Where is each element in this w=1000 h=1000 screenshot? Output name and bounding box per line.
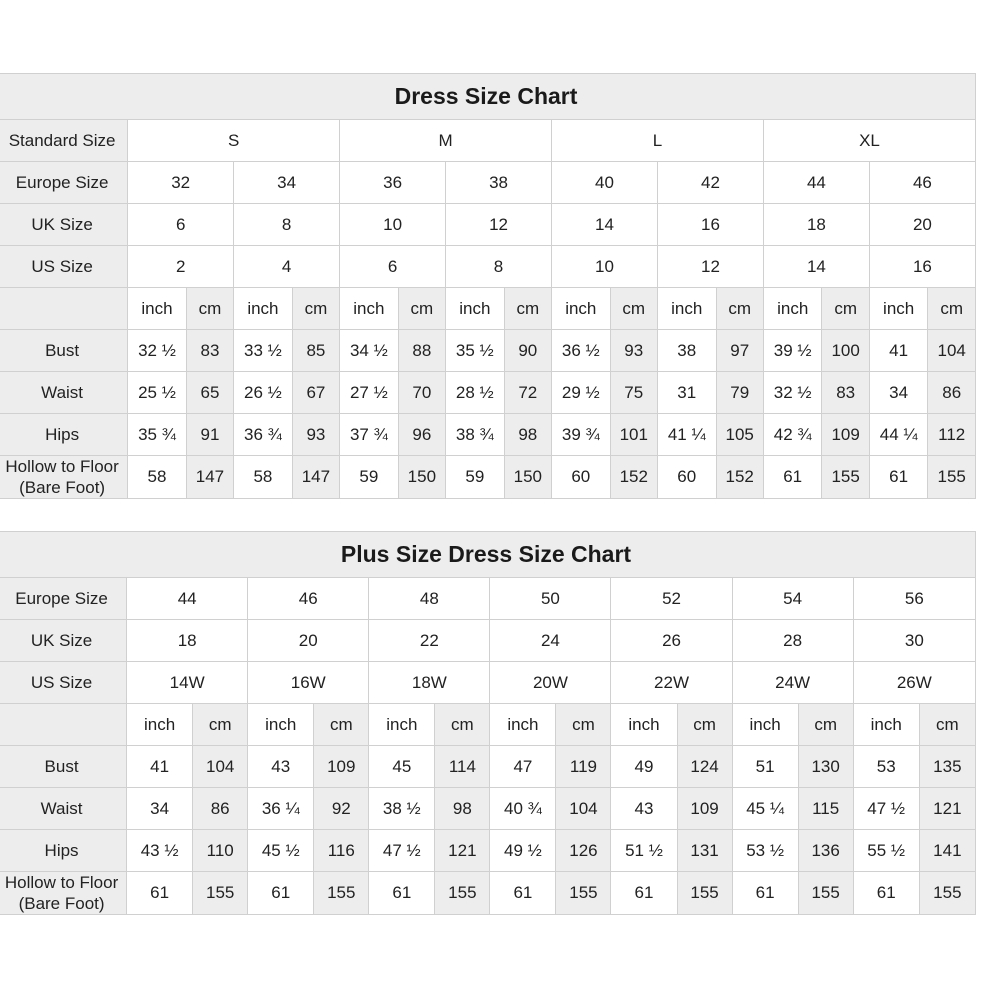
inch-value: 60 xyxy=(657,456,716,499)
cm-value: 86 xyxy=(928,372,976,414)
size-cell: 8 xyxy=(234,204,340,246)
size-cell: 20 xyxy=(869,204,975,246)
unit-cm: cm xyxy=(504,288,551,330)
cm-value: 93 xyxy=(610,330,657,372)
measurement-rows xyxy=(0,330,976,499)
inch-value: 58 xyxy=(128,456,187,499)
size-cell: 20W xyxy=(490,662,611,704)
cm-value: 70 xyxy=(398,372,445,414)
cm-value: 104 xyxy=(556,788,611,830)
inch-value: 60 xyxy=(552,456,611,499)
chart-title-row xyxy=(0,532,976,578)
unit-inch: inch xyxy=(248,704,314,746)
cm-value: 155 xyxy=(193,872,248,915)
inch-value: 41 xyxy=(127,746,193,788)
size-cell: 22 xyxy=(369,620,490,662)
size-cell: 42 xyxy=(657,162,763,204)
size-cell: 50 xyxy=(490,578,611,620)
row-label-empty xyxy=(0,704,127,746)
size-cell: 26W xyxy=(853,662,975,704)
cm-value: 96 xyxy=(398,414,445,456)
unit-cm: cm xyxy=(556,704,611,746)
size-cell: 14 xyxy=(552,204,658,246)
cm-value: 155 xyxy=(798,872,853,915)
measurement-label: Hips xyxy=(0,414,128,456)
unit-inch: inch xyxy=(763,288,822,330)
size-cell: 14 xyxy=(763,246,869,288)
size-cell: 12 xyxy=(446,204,552,246)
size-cell: 48 xyxy=(369,578,490,620)
inch-value: 45 ½ xyxy=(248,830,314,872)
size-cell: 12 xyxy=(657,246,763,288)
unit-inch: inch xyxy=(869,288,928,330)
inch-value: 43 ½ xyxy=(127,830,193,872)
row-label: UK Size xyxy=(0,204,128,246)
unit-inch: inch xyxy=(611,704,677,746)
unit-cm: cm xyxy=(186,288,233,330)
inch-value: 61 xyxy=(763,456,822,499)
uk-size-row xyxy=(0,620,976,662)
cm-value: 155 xyxy=(919,872,975,915)
size-cell: 10 xyxy=(552,246,658,288)
size-cell: 24 xyxy=(490,620,611,662)
size-cell: M xyxy=(340,120,552,162)
row-label: Europe Size xyxy=(0,162,128,204)
chart-title: Dress Size Chart xyxy=(0,74,976,120)
size-cell: 46 xyxy=(869,162,975,204)
size-cell: 36 xyxy=(340,162,446,204)
chart-title-row xyxy=(0,74,976,120)
inch-value: 36 ¾ xyxy=(234,414,293,456)
cm-value: 155 xyxy=(928,456,976,499)
unit-cm: cm xyxy=(435,704,490,746)
inch-value: 32 ½ xyxy=(128,330,187,372)
inch-value: 45 xyxy=(369,746,435,788)
unit-inch: inch xyxy=(127,704,193,746)
unit-cm: cm xyxy=(822,288,869,330)
inch-value: 27 ½ xyxy=(340,372,399,414)
cm-value: 101 xyxy=(610,414,657,456)
size-cell: 2 xyxy=(128,246,234,288)
inch-value: 26 ½ xyxy=(234,372,293,414)
cm-value: 147 xyxy=(186,456,233,499)
row-label: Europe Size xyxy=(0,578,127,620)
cm-value: 119 xyxy=(556,746,611,788)
cm-value: 109 xyxy=(314,746,369,788)
cm-value: 112 xyxy=(928,414,976,456)
measurement-rows xyxy=(0,746,976,915)
inch-value: 53 ½ xyxy=(732,830,798,872)
measurement-label: Waist xyxy=(0,788,127,830)
inch-value: 35 ½ xyxy=(446,330,505,372)
inch-value: 36 ½ xyxy=(552,330,611,372)
row-label-empty xyxy=(0,288,128,330)
cm-value: 65 xyxy=(186,372,233,414)
inch-value: 36 ¼ xyxy=(248,788,314,830)
unit-inch: inch xyxy=(369,704,435,746)
inch-value: 38 ½ xyxy=(369,788,435,830)
size-cell: 18 xyxy=(127,620,248,662)
size-cell: 32 xyxy=(128,162,234,204)
cm-value: 105 xyxy=(716,414,763,456)
measurement-label: Hollow to Floor (Bare Foot) xyxy=(0,456,128,499)
cm-value: 97 xyxy=(716,330,763,372)
inch-value: 43 xyxy=(611,788,677,830)
size-cell: 6 xyxy=(340,246,446,288)
inch-value: 61 xyxy=(853,872,919,915)
size-cell: 26 xyxy=(611,620,732,662)
row-label: Standard Size xyxy=(0,120,128,162)
cm-value: 91 xyxy=(186,414,233,456)
unit-inch: inch xyxy=(340,288,399,330)
size-cell: 30 xyxy=(853,620,975,662)
inch-value: 35 ¾ xyxy=(128,414,187,456)
cm-value: 135 xyxy=(919,746,975,788)
inch-value: 47 xyxy=(490,746,556,788)
inch-value: 42 ¾ xyxy=(763,414,822,456)
cm-value: 104 xyxy=(928,330,976,372)
measurement-row xyxy=(0,372,976,414)
measurement-row xyxy=(0,830,976,872)
cm-value: 88 xyxy=(398,330,445,372)
inch-value: 33 ½ xyxy=(234,330,293,372)
cm-value: 130 xyxy=(798,746,853,788)
size-cell: 18 xyxy=(763,204,869,246)
cm-value: 109 xyxy=(677,788,732,830)
inch-value: 25 ½ xyxy=(128,372,187,414)
inch-value: 49 xyxy=(611,746,677,788)
cm-value: 152 xyxy=(610,456,657,499)
cm-value: 155 xyxy=(435,872,490,915)
measurement-label: Bust xyxy=(0,330,128,372)
size-cell: 4 xyxy=(234,246,340,288)
measurement-row xyxy=(0,788,976,830)
measurement-label: Waist xyxy=(0,372,128,414)
cm-value: 79 xyxy=(716,372,763,414)
inch-value: 61 xyxy=(490,872,556,915)
inch-value: 44 ¼ xyxy=(869,414,928,456)
size-cell: 28 xyxy=(732,620,853,662)
inch-value: 37 ¾ xyxy=(340,414,399,456)
inch-value: 29 ½ xyxy=(552,372,611,414)
cm-value: 121 xyxy=(919,788,975,830)
inch-value: 31 xyxy=(657,372,716,414)
inch-value: 40 ¾ xyxy=(490,788,556,830)
cm-value: 92 xyxy=(314,788,369,830)
inch-value: 32 ½ xyxy=(763,372,822,414)
cm-value: 109 xyxy=(822,414,869,456)
measurement-label: Hips xyxy=(0,830,127,872)
cm-value: 152 xyxy=(716,456,763,499)
size-cell: 34 xyxy=(234,162,340,204)
cm-value: 136 xyxy=(798,830,853,872)
size-cell: 56 xyxy=(853,578,975,620)
unit-cm: cm xyxy=(610,288,657,330)
inch-value: 61 xyxy=(732,872,798,915)
row-label: US Size xyxy=(0,246,128,288)
unit-inch: inch xyxy=(490,704,556,746)
inch-value: 61 xyxy=(369,872,435,915)
size-cell: L xyxy=(552,120,764,162)
europe-size-row xyxy=(0,162,976,204)
cm-value: 121 xyxy=(435,830,490,872)
size-cell: 44 xyxy=(763,162,869,204)
inch-value: 39 ½ xyxy=(763,330,822,372)
measurement-label: Hollow to Floor (Bare Foot) xyxy=(0,872,127,915)
size-cell: 52 xyxy=(611,578,732,620)
unit-inch: inch xyxy=(128,288,187,330)
size-cell: XL xyxy=(763,120,975,162)
cm-value: 150 xyxy=(398,456,445,499)
inch-value: 49 ½ xyxy=(490,830,556,872)
cm-value: 90 xyxy=(504,330,551,372)
unit-row xyxy=(0,704,976,746)
cm-value: 100 xyxy=(822,330,869,372)
size-cell: 8 xyxy=(446,246,552,288)
row-label: UK Size xyxy=(0,620,127,662)
cm-value: 131 xyxy=(677,830,732,872)
inch-value: 39 ¾ xyxy=(552,414,611,456)
inch-value: 41 xyxy=(869,330,928,372)
cm-value: 85 xyxy=(292,330,339,372)
unit-cm: cm xyxy=(928,288,976,330)
size-cell: 54 xyxy=(732,578,853,620)
size-cell: S xyxy=(128,120,340,162)
inch-value: 58 xyxy=(234,456,293,499)
unit-cm: cm xyxy=(798,704,853,746)
inch-value: 41 ¼ xyxy=(657,414,716,456)
size-cell: 38 xyxy=(446,162,552,204)
inch-value: 51 xyxy=(732,746,798,788)
europe-size-row xyxy=(0,578,976,620)
standard-size-row xyxy=(0,120,976,162)
cm-value: 150 xyxy=(504,456,551,499)
size-cell: 16 xyxy=(869,246,975,288)
unit-inch: inch xyxy=(552,288,611,330)
cm-value: 114 xyxy=(435,746,490,788)
cm-value: 126 xyxy=(556,830,611,872)
unit-cm: cm xyxy=(193,704,248,746)
cm-value: 93 xyxy=(292,414,339,456)
size-cell: 18W xyxy=(369,662,490,704)
unit-cm: cm xyxy=(292,288,339,330)
dress-size-chart xyxy=(0,73,976,499)
cm-value: 155 xyxy=(314,872,369,915)
cm-value: 83 xyxy=(822,372,869,414)
us-size-row xyxy=(0,662,976,704)
size-cell: 40 xyxy=(552,162,658,204)
inch-value: 43 xyxy=(248,746,314,788)
inch-value: 61 xyxy=(127,872,193,915)
size-cell: 16 xyxy=(657,204,763,246)
unit-inch: inch xyxy=(657,288,716,330)
cm-value: 83 xyxy=(186,330,233,372)
inch-value: 55 ½ xyxy=(853,830,919,872)
measurement-row xyxy=(0,330,976,372)
cm-value: 116 xyxy=(314,830,369,872)
size-cell: 10 xyxy=(340,204,446,246)
inch-value: 59 xyxy=(340,456,399,499)
cm-value: 115 xyxy=(798,788,853,830)
cm-value: 147 xyxy=(292,456,339,499)
unit-inch: inch xyxy=(234,288,293,330)
cm-value: 155 xyxy=(556,872,611,915)
inch-value: 38 xyxy=(657,330,716,372)
cm-value: 141 xyxy=(919,830,975,872)
unit-inch: inch xyxy=(732,704,798,746)
cm-value: 75 xyxy=(610,372,657,414)
inch-value: 34 ½ xyxy=(340,330,399,372)
cm-value: 72 xyxy=(504,372,551,414)
unit-row xyxy=(0,288,976,330)
cm-value: 155 xyxy=(677,872,732,915)
size-cell: 44 xyxy=(127,578,248,620)
inch-value: 34 xyxy=(127,788,193,830)
size-cell: 24W xyxy=(732,662,853,704)
size-cell: 16W xyxy=(248,662,369,704)
cm-value: 98 xyxy=(504,414,551,456)
inch-value: 47 ½ xyxy=(853,788,919,830)
cm-value: 98 xyxy=(435,788,490,830)
us-size-row xyxy=(0,246,976,288)
size-cell: 46 xyxy=(248,578,369,620)
unit-cm: cm xyxy=(314,704,369,746)
row-label: US Size xyxy=(0,662,127,704)
uk-size-row xyxy=(0,204,976,246)
measurement-row xyxy=(0,872,976,915)
inch-value: 45 ¼ xyxy=(732,788,798,830)
inch-value: 61 xyxy=(248,872,314,915)
cm-value: 86 xyxy=(193,788,248,830)
plus-size-chart xyxy=(0,531,976,915)
inch-value: 28 ½ xyxy=(446,372,505,414)
inch-value: 61 xyxy=(869,456,928,499)
size-cell: 14W xyxy=(127,662,248,704)
cm-value: 124 xyxy=(677,746,732,788)
measurement-label: Bust xyxy=(0,746,127,788)
inch-value: 61 xyxy=(611,872,677,915)
unit-inch: inch xyxy=(446,288,505,330)
inch-value: 59 xyxy=(446,456,505,499)
inch-value: 51 ½ xyxy=(611,830,677,872)
inch-value: 38 ¾ xyxy=(446,414,505,456)
measurement-row xyxy=(0,414,976,456)
inch-value: 34 xyxy=(869,372,928,414)
cm-value: 67 xyxy=(292,372,339,414)
cm-value: 155 xyxy=(822,456,869,499)
measurement-row xyxy=(0,456,976,499)
unit-cm: cm xyxy=(919,704,975,746)
unit-cm: cm xyxy=(398,288,445,330)
chart-title: Plus Size Dress Size Chart xyxy=(0,532,976,578)
unit-cm: cm xyxy=(716,288,763,330)
size-cell: 6 xyxy=(128,204,234,246)
inch-value: 53 xyxy=(853,746,919,788)
unit-inch: inch xyxy=(853,704,919,746)
cm-value: 104 xyxy=(193,746,248,788)
inch-value: 47 ½ xyxy=(369,830,435,872)
measurement-row xyxy=(0,746,976,788)
size-cell: 22W xyxy=(611,662,732,704)
unit-cm: cm xyxy=(677,704,732,746)
size-cell: 20 xyxy=(248,620,369,662)
cm-value: 110 xyxy=(193,830,248,872)
